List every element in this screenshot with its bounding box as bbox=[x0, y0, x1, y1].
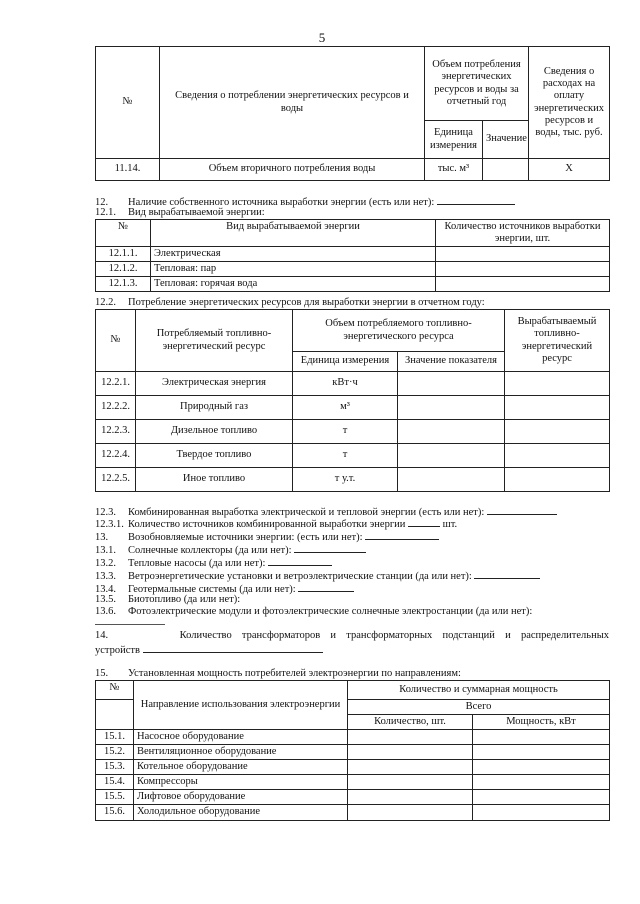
table-row bbox=[96, 730, 610, 745]
table-cell[interactable] bbox=[398, 420, 505, 444]
table-cell[interactable] bbox=[473, 745, 610, 760]
table-row bbox=[96, 468, 610, 492]
table-cell: Направление использования электроэнергии bbox=[134, 681, 348, 730]
table-cell[interactable] bbox=[436, 277, 610, 292]
table-cell[interactable] bbox=[473, 760, 610, 775]
table-cell[interactable] bbox=[473, 775, 610, 790]
table-cell[interactable] bbox=[505, 420, 610, 444]
table-cell[interactable] bbox=[348, 760, 473, 775]
item-13-1: 13.1. Солнечные коллекторы (да или нет): bbox=[95, 543, 366, 556]
item-14: 14. Количество трансформаторов и трансформаторных подстанций и распределительных bbox=[95, 630, 609, 641]
item-13: 13. Возобновляемые источники энергии: (есть или нет): bbox=[95, 530, 439, 543]
table-cell: кВт·ч bbox=[293, 372, 398, 396]
table-cell: № bbox=[96, 681, 134, 700]
table-cell: 15.5. bbox=[96, 790, 134, 805]
table-cell: Вентиляционное оборудование bbox=[134, 745, 348, 760]
item-12: 12. Наличие собственного источника выработки энергии (есть или нет): bbox=[95, 195, 515, 208]
table-cell[interactable] bbox=[505, 396, 610, 420]
answer-line[interactable] bbox=[143, 643, 323, 653]
table-cell[interactable] bbox=[348, 730, 473, 745]
table-cell: Значение показателя bbox=[398, 352, 505, 372]
table-row bbox=[96, 760, 610, 775]
table-cell: 12.2.5. bbox=[96, 468, 136, 492]
table-cell: тыс. м³ bbox=[425, 159, 483, 181]
table-cell: Котельное оборудование bbox=[134, 760, 348, 775]
table-cell: м³ bbox=[293, 396, 398, 420]
table-cell: Мощность, кВт bbox=[473, 715, 610, 730]
table-row bbox=[96, 790, 610, 805]
answer-line[interactable] bbox=[437, 195, 515, 205]
table-cell[interactable] bbox=[348, 790, 473, 805]
table-cell: Количество источников выработки энергии, шт. bbox=[436, 220, 610, 247]
table-cell: № bbox=[96, 310, 136, 372]
table-cell: т bbox=[293, 444, 398, 468]
table-cell: Природный газ bbox=[136, 396, 293, 420]
answer-line[interactable] bbox=[365, 530, 439, 540]
table-cell[interactable] bbox=[348, 775, 473, 790]
table-cell[interactable] bbox=[348, 745, 473, 760]
table-cell: Тепловая: пар bbox=[151, 262, 436, 277]
header-unit: Единица измерения bbox=[425, 121, 483, 159]
table-cell: Количество и суммарная мощность bbox=[348, 681, 610, 700]
table-cell: Объем потребляемого топливно-энергетического ресурса bbox=[293, 310, 505, 352]
header-info: Сведения о потреблении энергетических ресурсов и воды bbox=[160, 47, 425, 159]
item-12-2: 12.2. Потребление энергетических ресурсов для выработки энергии в отчетном году: bbox=[95, 297, 485, 308]
table-cell: Компрессоры bbox=[134, 775, 348, 790]
table-cell[interactable] bbox=[398, 444, 505, 468]
table-cell[interactable] bbox=[398, 372, 505, 396]
table-cell[interactable] bbox=[473, 790, 610, 805]
table-cell: 15.1. bbox=[96, 730, 134, 745]
item-13-6: 13.6. Фотоэлектрические модули и фотоэлектрические солнечные электростанции (да или нет): bbox=[95, 606, 533, 617]
table-cell[interactable] bbox=[505, 444, 610, 468]
table-cell[interactable] bbox=[473, 730, 610, 745]
table-cell: Иное топливо bbox=[136, 468, 293, 492]
table-cell bbox=[96, 700, 134, 730]
table-cell: Электрическая bbox=[151, 247, 436, 262]
table-cell[interactable] bbox=[505, 468, 610, 492]
answer-line[interactable] bbox=[408, 517, 440, 527]
table-row bbox=[96, 277, 610, 292]
table-cell: Количество, шт. bbox=[348, 715, 473, 730]
header-no: № bbox=[96, 47, 160, 159]
answer-line[interactable] bbox=[474, 569, 540, 579]
item-13-3: 13.3. Ветроэнергетические установки и ветроэлектрические станции (да или нет): bbox=[95, 569, 540, 582]
item-12-3: 12.3. Комбинированная выработка электрической и тепловой энергии (есть или нет): bbox=[95, 505, 557, 518]
item-12-1: 12.1. Вид вырабатываемой энергии: bbox=[95, 207, 265, 218]
table-cell: 12.2.4. bbox=[96, 444, 136, 468]
table-cell[interactable] bbox=[436, 247, 610, 262]
table-cell: 11.14. bbox=[96, 159, 160, 181]
table-cell: 15.3. bbox=[96, 760, 134, 775]
table-consumption bbox=[95, 46, 610, 181]
table-cell: Твердое топливо bbox=[136, 444, 293, 468]
table-cell: № bbox=[96, 220, 151, 247]
table-cell: Потребляемый топливно-энергетический ресурс bbox=[136, 310, 293, 372]
table-cell: Объем вторичного потребления воды bbox=[160, 159, 425, 181]
table-row bbox=[96, 396, 610, 420]
divider bbox=[95, 624, 165, 625]
table-cell: Насосное оборудование bbox=[134, 730, 348, 745]
table-cell: 12.1.2. bbox=[96, 262, 151, 277]
table-cell: 15.2. bbox=[96, 745, 134, 760]
table-cell[interactable] bbox=[505, 372, 610, 396]
table-cell: 15.4. bbox=[96, 775, 134, 790]
table-row bbox=[96, 247, 610, 262]
table-fuel-consumption bbox=[95, 309, 610, 492]
table-cell[interactable] bbox=[348, 805, 473, 820]
table-cell: X bbox=[529, 159, 610, 181]
table-cell: 12.2.1. bbox=[96, 372, 136, 396]
table-cell: Электрическая энергия bbox=[136, 372, 293, 396]
table-cell: т bbox=[293, 420, 398, 444]
table-cell: Вырабатываемый топливно-энергетический ресурс bbox=[505, 310, 610, 372]
item-13-5: 13.5. Биотопливо (да или нет): bbox=[95, 594, 241, 605]
table-row bbox=[96, 420, 610, 444]
value-cell[interactable] bbox=[483, 159, 529, 181]
answer-line[interactable] bbox=[268, 556, 332, 566]
table-power bbox=[95, 680, 610, 821]
table-row bbox=[96, 444, 610, 468]
table-cell[interactable] bbox=[473, 805, 610, 820]
item-14-cont: устройств bbox=[95, 643, 323, 656]
answer-line[interactable] bbox=[487, 505, 557, 515]
table-row bbox=[96, 805, 610, 820]
item-13-4: 13.4. Геотермальные системы (да или нет): bbox=[95, 582, 354, 595]
table-cell: Тепловая: горячая вода bbox=[151, 277, 436, 292]
table-row bbox=[96, 372, 610, 396]
table-cell: Дизельное топливо bbox=[136, 420, 293, 444]
table-cell: 12.1.1. bbox=[96, 247, 151, 262]
answer-line[interactable] bbox=[298, 582, 354, 592]
header-expenses: Сведения о расходах на оплату энергетических ресурсов и воды, тыс. руб. bbox=[529, 47, 610, 159]
table-cell[interactable] bbox=[436, 262, 610, 277]
table-row bbox=[96, 775, 610, 790]
answer-line[interactable] bbox=[294, 543, 366, 553]
item-13-2: 13.2. Тепловые насосы (да или нет): bbox=[95, 556, 332, 569]
page-number: 5 bbox=[318, 30, 326, 45]
table-cell[interactable] bbox=[398, 396, 505, 420]
table-row bbox=[96, 159, 610, 181]
table-cell: 15.6. bbox=[96, 805, 134, 820]
table-cell: 12.2.3. bbox=[96, 420, 136, 444]
table-energy-kind bbox=[95, 219, 610, 292]
table-cell: Вид вырабатываемой энергии bbox=[151, 220, 436, 247]
table-row bbox=[96, 745, 610, 760]
table-cell[interactable] bbox=[398, 468, 505, 492]
table-row bbox=[96, 262, 610, 277]
table-cell: т у.т. bbox=[293, 468, 398, 492]
table-cell: 12.1.3. bbox=[96, 277, 151, 292]
item-12-3-1: 12.3.1. Количество источников комбинированной выработки энергии шт. bbox=[95, 519, 458, 530]
table-cell: Лифтовое оборудование bbox=[134, 790, 348, 805]
item-15: 15. Установленная мощность потребителей электроэнергии по направлениям: bbox=[95, 668, 461, 679]
header-value: Значение bbox=[483, 121, 529, 159]
table-cell: Единица измерения bbox=[293, 352, 398, 372]
table-cell: 12.2.2. bbox=[96, 396, 136, 420]
table-cell: Всего bbox=[348, 700, 610, 715]
table-cell: Холодильное оборудование bbox=[134, 805, 348, 820]
header-volume: Объем потребления энергетических ресурсов и воды за отчетный год bbox=[425, 47, 529, 121]
